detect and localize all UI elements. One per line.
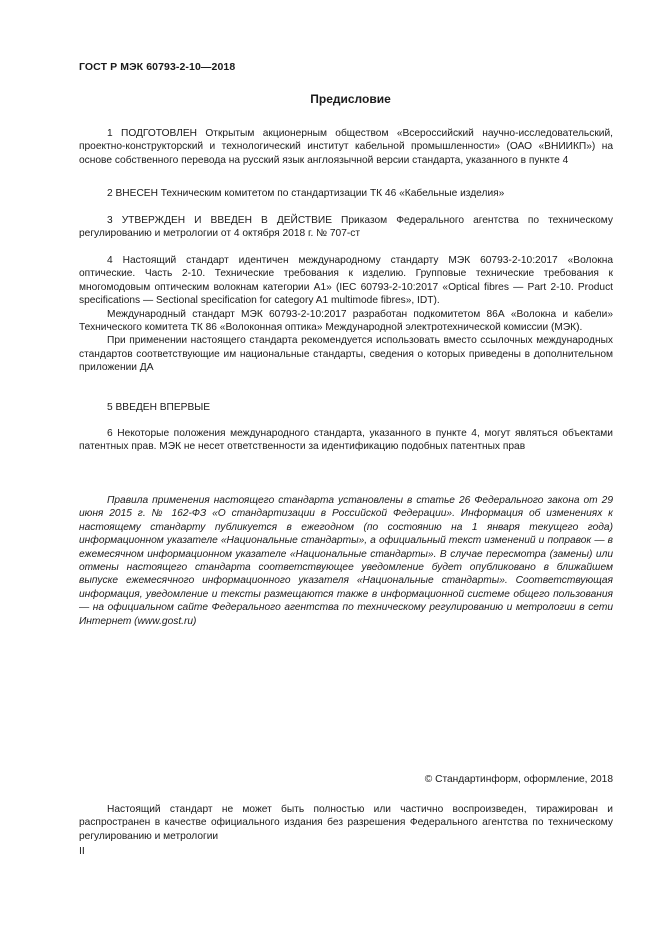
paragraph-4b: Международный стандарт МЭК 60793-2-10:2017 разработан подкомитетом 86А «Волокна и кабели» Технического комитета ТК 86 «Волоконная оптика» Международной электротехнической комиссии (МЭК).: [79, 308, 613, 334]
section-5: [79, 401, 613, 414]
section-1: [79, 127, 613, 167]
paragraph-5: 5 ВВЕДЕН ВПЕРВЫЕ: [107, 402, 211, 413]
section-2: [79, 187, 613, 200]
paragraph-2: 2 ВНЕСЕН Техническим комитетом по стандартизации ТК 46 «Кабельные изделия»: [107, 188, 505, 199]
paragraph-1: 1 ПОДГОТОВЛЕН Открытым акционерным обществом «Всероссийский научно-исследовательский, проектно-конструкторский и технологический институт кабельной промышленности» (ОАО «ВНИИКП») на основе собственного перевода на русский язык англоязычной версии стандарта, указанного в пункте 4: [79, 128, 613, 166]
section-4: [79, 254, 613, 375]
page-number: II: [79, 845, 85, 857]
page-title: Предисловие: [310, 92, 391, 106]
paragraph-4a: 4 Настоящий стандарт идентичен международному стандарту МЭК 60793-2-10:2017 «Волокна оптические. Часть 2-10. Технические требования к изделию. Групповые технические требования к многомодовым оптическим волокнам категории А1» (IEC 60793-2-10:2017 «Optical fibres — Part 2-10. Product specifications — Sectional specification for category A1 multimode fibres», IDT).: [79, 255, 613, 307]
section-6: [79, 427, 613, 454]
application-rules-notice: Правила применения настоящего стандарта установлены в статье 26 Федерального закона от 29 июня 2015 г. № 162-ФЗ «О стандартизации в Российской Федерации». Информация об изменениях к настоящему стандарту публикуется в ежегодном (по состоянию на 1 января текущего года) информационном указателе «Национальные стандарты», а официальный текст изменений и поправок — в ежемесячном информационном указателе «Национальные стандарты». В случае пересмотра (замены) или отмены настоящего стандарта соответствующее уведомление будет опубликовано в ближайшем выпуске ежемесячного информационного указателя «Национальные стандарты». Соответствующая информация, уведомление и тексты размещаются также в информационной системе общего пользования — на официальном сайте Федерального агентства по техническому регулированию и метрологии в сети Интернет (www.gost.ru): [79, 495, 613, 627]
copyright-line: © Стандартинформ, оформление, 2018: [424, 774, 613, 785]
paragraph-3: 3 УТВЕРЖДЕН И ВВЕДЕН В ДЕЙСТВИЕ Приказом Федерального агентства по техническому регулированию и метрологии от 4 октября 2018 г. № 707-ст: [79, 215, 613, 240]
document-id-header: ГОСТ Р МЭК 60793-2-10—2018: [79, 61, 236, 73]
paragraph-6: 6 Некоторые положения международного стандарта, указанного в пункте 4, могут являться объектами патентных прав. МЭК не несет ответственности за идентификацию подобных патентных прав: [79, 428, 613, 453]
paragraph-4c: При применении настоящего стандарта рекомендуется использовать вместо ссылочных международных стандартов соответствующие им национальные стандарты, сведения о которых приведены в дополнительном приложении ДА: [79, 335, 613, 374]
reproduction-notice: Настоящий стандарт не может быть полностью или частично воспроизведен, тиражирован и распространен в качестве официального издания без разрешения Федерального агентства по техническому регулированию и метрологии: [79, 804, 613, 842]
section-3: [79, 214, 613, 241]
